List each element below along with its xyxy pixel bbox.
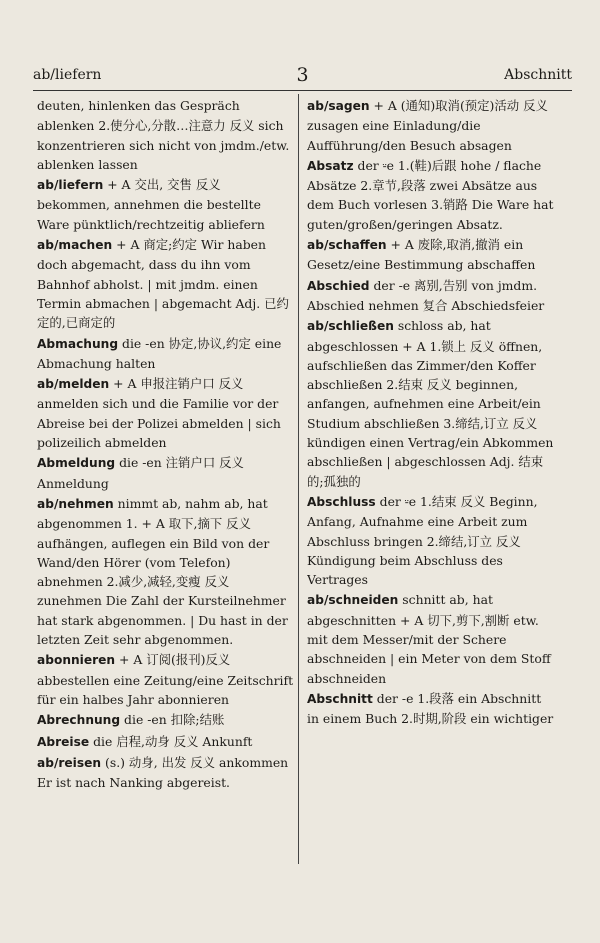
entry-body: die -en 扣除;结账 bbox=[124, 712, 225, 728]
dictionary-entry bbox=[307, 276, 555, 316]
dictionary-entry bbox=[307, 96, 555, 155]
entry-headword: abonnieren bbox=[37, 653, 116, 668]
dictionary-entry bbox=[307, 590, 555, 687]
dictionary-entry bbox=[307, 492, 555, 589]
header-guide-word-right: Abschnitt bbox=[504, 67, 572, 83]
dictionary-entry bbox=[37, 494, 297, 649]
page-header bbox=[33, 64, 572, 88]
column-divider bbox=[298, 94, 299, 864]
entry-body: + A 废除,取消,撤消 ein Gesetz/eine Bestimmung abschaffen bbox=[307, 237, 536, 273]
dictionary-entry bbox=[307, 689, 555, 729]
entry-body: die -en 注销户口 反义 Anmeldung bbox=[37, 455, 244, 491]
dictionary-entry bbox=[37, 453, 297, 493]
entry-headword: ab/liefern bbox=[37, 178, 104, 193]
entry-body: (s.) 动身, 出发 反义 ankommen Er ist nach Nanking abgereist. bbox=[37, 754, 289, 791]
dictionary-entry bbox=[307, 235, 555, 275]
dictionary-entry bbox=[37, 334, 297, 374]
entry-body: schloss ab, hat abgeschlossen + A 1.锁上 反义 öffnen, aufschließen das Zimmer/den Koffer abschließen 2.结束 反义 beginnen, anfangen, aufnehmen eine Arbeit/ein Studium abschließen 3.缔结,订立 反义 kündigen einen Vertrag/ein Abkommen abschließen | abgeschlossen Adj. 结束的;孤独的 bbox=[307, 318, 554, 489]
entry-headword: ab/schneiden bbox=[307, 593, 399, 608]
entry-body: + A 交出, 交售 反义 bekommen, annehmen die bestellte Ware pünktlich/rechtzeitig abliefern bbox=[37, 177, 265, 232]
entry-body: die -en 协定,协议,约定 eine Abmachung halten bbox=[37, 335, 282, 371]
entry-headword: Abmachung bbox=[37, 336, 119, 351]
entry-headword: ab/reisen bbox=[37, 755, 102, 770]
entry-body: der -e 1.段落 ein Abschnitt in einem Buch 2.时期,阶段 ein wichtiger bbox=[307, 690, 554, 727]
entry-headword: ab/schließen bbox=[307, 319, 394, 334]
entry-headword: ab/schaffen bbox=[307, 238, 387, 253]
dictionary-entry bbox=[37, 175, 297, 234]
entry-body: + A (通知)取消(预定)活动 反义 zusagen eine Einladung/die Aufführung/den Besuch absagen bbox=[307, 98, 548, 153]
entry-headword: Abreise bbox=[37, 734, 90, 749]
entry-body: + A 商定;约定 Wir haben doch abgemacht, dass du ihn vom Bahnhof abholst. | mit jmdm. einen Termin abmachen | abgemacht Adj. 已约定的,已商定的 bbox=[37, 237, 289, 331]
entry-headword: ab/melden bbox=[37, 377, 110, 392]
entry-headword: Abschied bbox=[307, 278, 370, 293]
header-guide-word-left: ab/liefern bbox=[33, 67, 102, 83]
entry-headword: Abmeldung bbox=[37, 456, 116, 471]
dictionary-entry bbox=[307, 156, 555, 234]
entry-body: deuten, hinlenken das Gespräch ablenken 2.使分心,分散…注意力 反义 sich konzentrieren sich nicht von jmdm./etw. ablenken lassen bbox=[37, 98, 290, 172]
dictionary-entry bbox=[37, 732, 297, 752]
dictionary-entry bbox=[37, 710, 297, 730]
dictionary-entry bbox=[37, 650, 297, 709]
entry-body: der ⸚e 1.结束 反义 Beginn, Anfang, Aufnahme eine Arbeit zum Abschluss bringen 2.缔结,订立 反义 Kündigung beim Abschluss des Vertrages bbox=[307, 493, 538, 588]
dictionary-entry bbox=[37, 374, 297, 452]
entry-body: nimmt ab, nahm ab, hat abgenommen 1. + A 取下,摘下 反义 aufhängen, auflegen ein Bild von der Wand/den Hörer (vom Telefon) abnehmen 2.减少,减轻,变瘦 反义 zunehmen Die Zahl der Kursteilnehmer hat stark abgenommen. | Du hast in der letzten Zeit sehr abgenommen. bbox=[37, 495, 288, 648]
entry-headword: Abschluss bbox=[307, 494, 376, 509]
left-column bbox=[37, 96, 297, 866]
entry-headword: ab/machen bbox=[37, 238, 113, 253]
entry-body: die 启程,动身 反义 Ankunft bbox=[93, 733, 253, 749]
header-rule bbox=[33, 90, 572, 91]
entry-body: der ⸚e 1.(鞋)后跟 hohe / flache Absätze 2.章节,段落 zwei Absätze aus dem Buch vorlesen 3.销路 Die Ware hat guten/großen/geringen Absatz. bbox=[307, 157, 554, 232]
entry-body: + A 申报注销户口 反义 anmelden sich und die Familie vor der Abreise bei der Polizei abmelden | sich polizeilich abmelden bbox=[37, 376, 281, 451]
entry-body: + A 订阅(报刊)反义 abbestellen eine Zeitung/eine Zeitschrift für ein halbes Jahr abonnieren bbox=[37, 652, 294, 707]
right-column bbox=[307, 96, 555, 866]
entry-headword: Absatz bbox=[307, 158, 354, 173]
entry-headword: ab/nehmen bbox=[37, 496, 114, 511]
dictionary-entry bbox=[307, 316, 555, 491]
dictionary-entry bbox=[37, 96, 297, 174]
dictionary-entry bbox=[37, 235, 297, 332]
page-number: 3 bbox=[296, 64, 309, 86]
entry-headword: Abschnitt bbox=[307, 691, 373, 706]
entry-headword: ab/sagen bbox=[307, 99, 370, 113]
entry-headword: Abrechnung bbox=[37, 713, 121, 728]
entry-body: der -e 离别,告别 von jmdm. Abschied nehmen 复合 Abschiedsfeier bbox=[307, 277, 545, 313]
dictionary-entry bbox=[37, 753, 297, 793]
entry-body: schnitt ab, hat abgeschnitten + A 切下,剪下,割断 etw. mit dem Messer/mit der Schere abschneiden | ein Meter von dem Stoff abschneiden bbox=[307, 592, 551, 686]
